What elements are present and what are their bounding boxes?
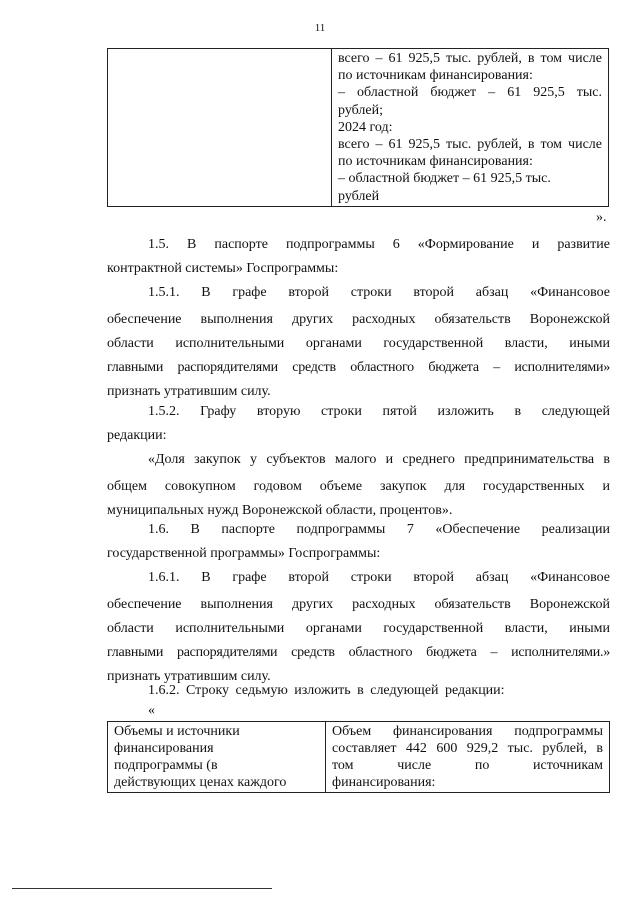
paragraph-1-6-1: 1.6.1. В графе второй строки второй абзац «Финансовое [148, 570, 610, 585]
table2-line: действующих ценах каждого [114, 775, 287, 790]
table2-line: финансирования [114, 741, 214, 756]
table2-line: Объемы и источники [114, 724, 240, 739]
table1-line: рублей; [338, 102, 383, 118]
table2-line: том числе по источникам [332, 758, 603, 773]
table1-line: – областной бюджет – 61 925,5 тыс. [338, 171, 551, 187]
paragraph-1-6-1-cont: обеспечение выполнения других расходных обязательств Воронежской области исполнительными органами государственной власти, иными главными распорядителями средств областного бюджета – исполнителями.» признать утратившим силу. [107, 597, 610, 684]
financing-table-continued [107, 48, 609, 207]
paragraph-1-6-2: 1.6.2. Строку седьмую изложить в следующей редакции: [148, 683, 505, 698]
paragraph-1-5-1: 1.5.1. В графе второй строки второй абзац «Финансовое [148, 285, 610, 300]
quoted-indicator-start: «Доля закупок у субъектов малого и среднего предпринимательства в [148, 452, 610, 467]
table1-left-cell [108, 49, 332, 207]
table1-right-cell [332, 49, 609, 207]
table2-line: подпрограммы (в [114, 758, 218, 773]
table2-line: Объем финансирования подпрограммы [332, 724, 603, 739]
opening-quote: « [148, 703, 155, 718]
paragraph-1-5-2: 1.5.2. Графу вторую строки пятой изложить в следующей [148, 404, 610, 419]
financing-row-table [107, 721, 610, 793]
table1-line: всего – 61 925,5 тыс. рублей, в том числе [338, 137, 602, 153]
table1-line: – областной бюджет – 61 925,5 тыс. [338, 85, 602, 101]
table1-line: по источникам финансирования: [338, 154, 533, 170]
paragraph-1-5-cont: контрактной системы» Госпрограммы: [107, 261, 339, 276]
paragraph-1-5-1-cont: обеспечение выполнения других расходных обязательств Воронежской области исполнительными органами государственной власти, иными главными распорядителями средств областного бюджета – исполнителями» признать утратившим силу. [107, 312, 610, 399]
table2-left-cell [108, 722, 326, 793]
table1-line: всего – 61 925,5 тыс. рублей, в том числе [338, 51, 602, 66]
table1-line: рублей [338, 188, 380, 204]
table1-line: по источникам финансирования: [338, 68, 533, 84]
closing-quote: ». [596, 210, 607, 225]
table1-line: 2024 год: [338, 119, 393, 135]
paragraph-1-5: 1.5. В паспорте подпрограммы 6 «Формирование и развитие [148, 237, 610, 252]
paragraph-1-5-2-cont: редакции: [107, 428, 167, 443]
quoted-indicator-cont: общем совокупном годовом объеме закупок для государственных и муниципальных нужд Воронежской области, процентов». [107, 479, 610, 518]
paragraph-1-6-cont: государственной программы» Госпрограммы: [107, 546, 381, 561]
table2-right-cell [326, 722, 610, 793]
paragraph-1-6: 1.6. В паспорте подпрограммы 7 «Обеспечение реализации [148, 522, 610, 537]
page-number: 11 [314, 22, 326, 34]
table2-line: финансирования: [332, 775, 436, 790]
table2-line: составляет 442 600 929,2 тыс. рублей, в [332, 741, 603, 756]
page-bottom-rule [12, 888, 272, 889]
